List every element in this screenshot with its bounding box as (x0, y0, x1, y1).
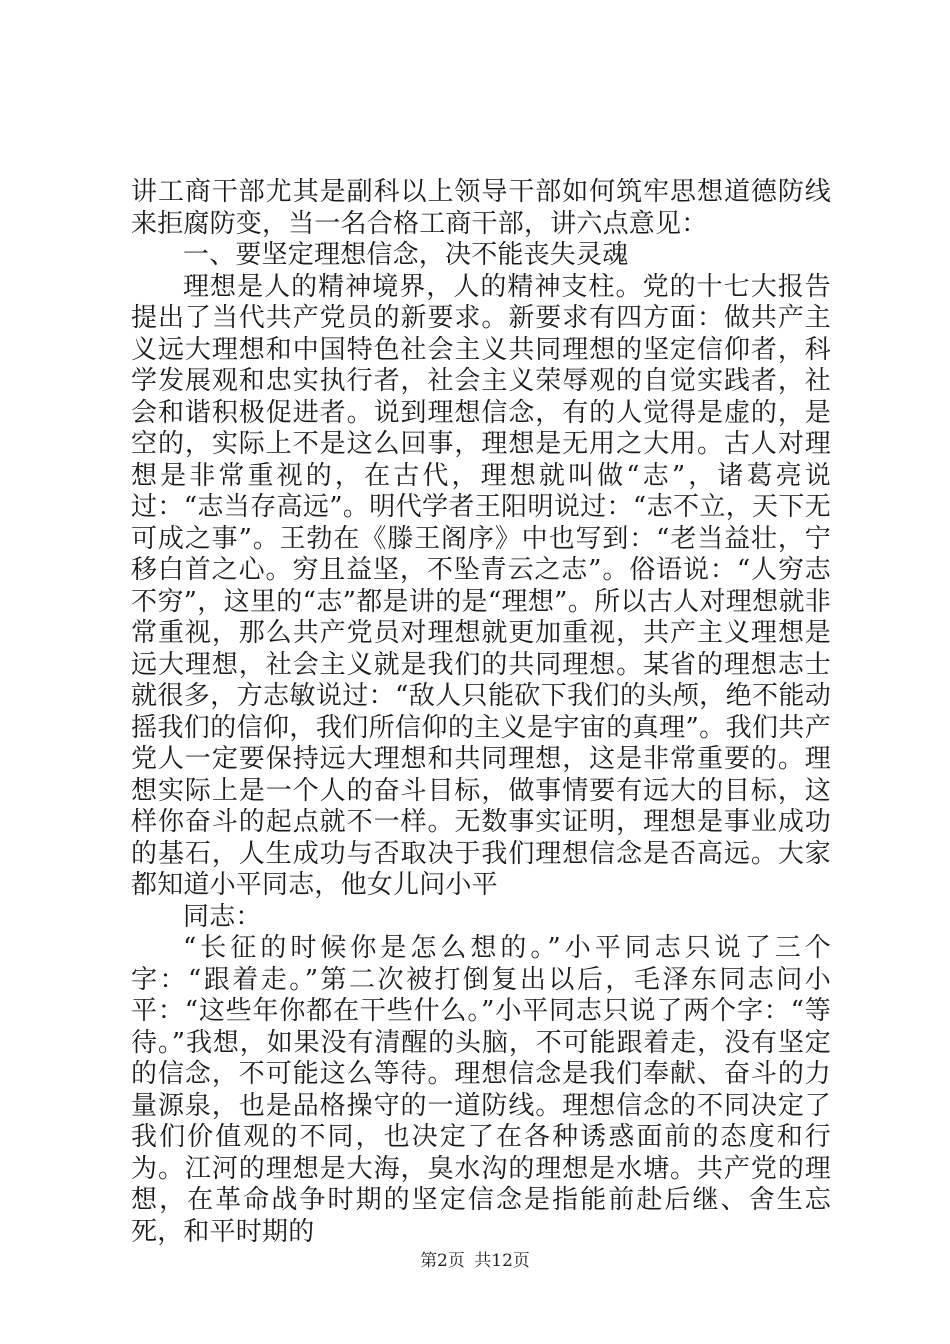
paragraph-intro: 讲工商干部尤其是副科以上领导干部如何筑牢思想道德防线来拒腐防变，当一名合格工商干部，讲六点意见： (131, 177, 831, 239)
paragraph-comrade: 同志： (183, 901, 262, 932)
paragraph-long-march: “长征的时候你是怎么想的。”小平同志只说了三个字：“跟着走。”第二次被打倒复出以后，毛泽东同志问小平：“这些年你都在干些什么。”小平同志只说了两个字：“等待。”我想，如果没有清醒的头脑，不可能跟着走，没有坚定的信念，不可能这么等待。理想信念是我们奉献、奋斗的力量源泉，也是品格操守的一道防线。理想信念的不同决定了我们价值观的不同，也决定了在各种诱惑面前的态度和行为。江河的理想是大海，臭水沟的理想是水塘。共产党的理想，在革命战争时期的坚定信念是指能前赴后继、舍生忘死，和平时期的 (131, 933, 831, 1247)
paragraph-ideals: 理想是人的精神境界，人的精神支柱。党的十七大报告提出了当代共产党员的新要求。新要求有四方面：做共产主义远大理想和中国特色社会主义共同理想的坚定信仰者，科学发展观和忠实执行者，社会主义荣辱观的自觉实践者，社会和谐积极促进者。说到理想信念，有的人觉得是虚的，是空的，实际上不是这么回事，理想是无用之大用。古人对理想是非常重视的，在古代，理想就叫做“志”，诸葛亮说过：“志当存高远”。明代学者王阳明说过：“志不立，天下无可成之事”。王勃在《滕王阁序》中也写到：“老当益壮，宁移白首之心。穷且益坚，不坠青云之志”。俗语说：“人穷志不穷”，这里的“志”都是讲的是“理想”。所以古人对理想就非常重视，那么共产党员对理想就更加重视，共产主义理想是远大理想，社会主义就是我们的共同理想。某省的理想志士就很多，方志敏说过：“敌人只能砍下我们的头颅，绝不能动摇我们的信仰，我们所信仰的主义是宇宙的真理”。我们共产党人一定要保持远大理想和共同理想，这是非常重要的。理想实际上是一个人的奋斗目标，做事情要有远大的目标，这样你奋斗的起点就不一样。无数事实证明，理想是事业成功的基石，人生成功与否取决于我们理想信念是否高远。大家都知道小平同志，他女儿问小平 (131, 271, 831, 900)
page-number: 第2页 (420, 1251, 465, 1271)
page-footer (0, 1246, 950, 1271)
page-total: 共12页 (474, 1251, 530, 1271)
document-body (131, 177, 831, 1248)
section-heading-1: 一、要坚定理想信念，决不能丧失灵魂 (183, 240, 629, 270)
